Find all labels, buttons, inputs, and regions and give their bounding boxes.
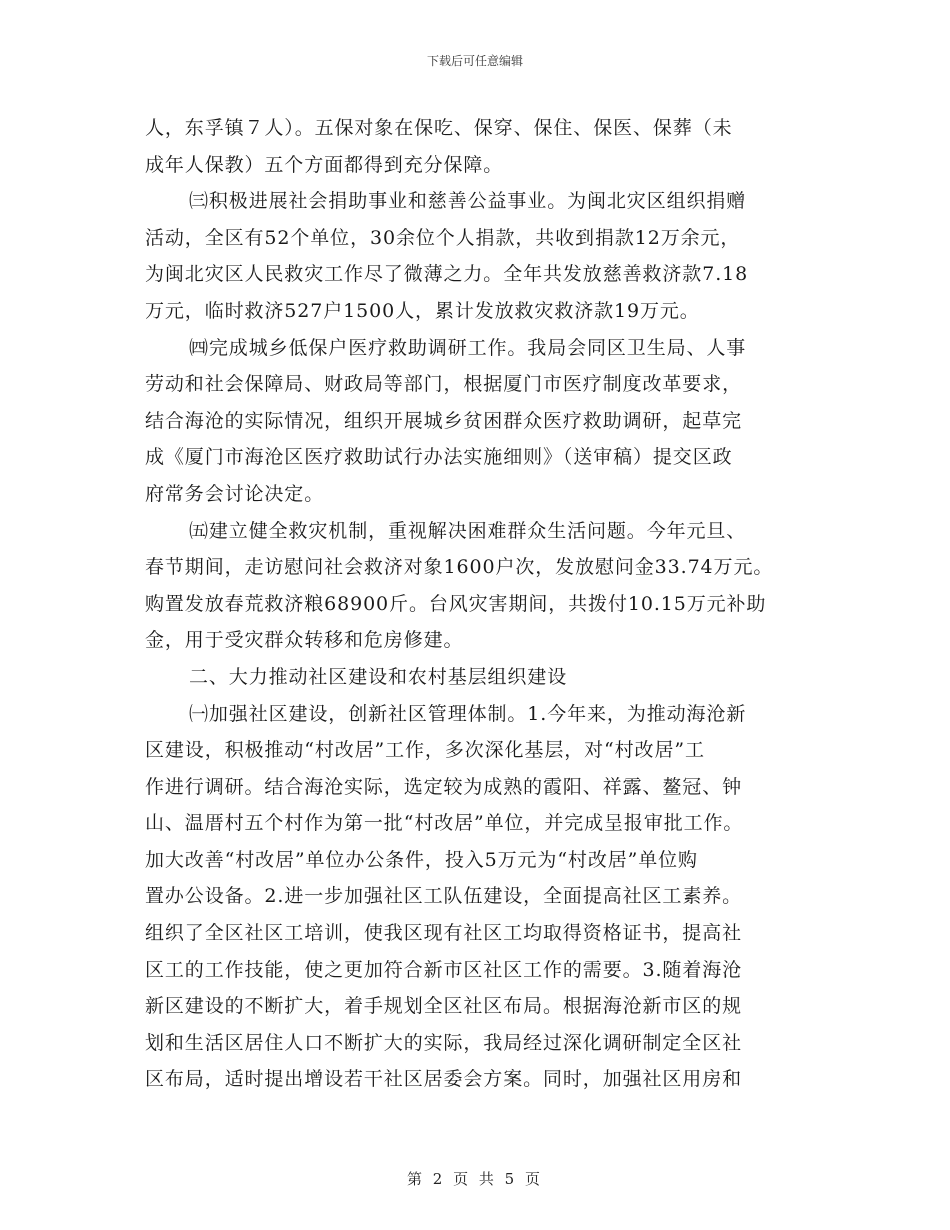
paragraph-start: ㈤建立健全救灾机制，重视解决困难群众生活问题。今年元旦、 — [189, 519, 747, 542]
text-line: 区建设，积极推动“村改居”工作，多次深化基层，对“村改居”工 — [145, 739, 705, 762]
text-line: 结合海沧的实际情况，组织开展城乡贫困群众医疗救助调研，起草完 — [145, 409, 743, 432]
text-line: 金，用于受灾群众转移和危房修建。 — [145, 629, 464, 652]
text-line: 万元，临时救济527户1500人，累计发放救灾救济款19万元。 — [145, 299, 700, 322]
text-line: 新区建设的不断扩大，着手规划全区社区布局。根据海沧新市区的规 — [145, 995, 743, 1018]
text-line: 加大改善“村改居”单位办公条件，投入5万元为“村改居”单位购 — [145, 848, 698, 871]
document-body — [145, 110, 805, 1098]
text-line: 成年人保教）五个方面都得到充分保障。 — [145, 153, 504, 176]
text-line: 作进行调研。结合海沧实际，选定较为成熟的霞阳、祥露、鳌冠、钟 — [145, 775, 743, 798]
text-line: 春节期间，走访慰问社会救济对象1600户次，发放慰问金33.74万元。 — [145, 556, 774, 579]
page-number-footer: 第 2 页 共 5 页 — [407, 1170, 543, 1188]
text-line: 区布局，适时提出增设若干社区居委会方案。同时，加强社区用房和 — [145, 1068, 743, 1091]
paragraph-start: ㈣完成城乡低保户医疗救助调研工作。我局会同区卫生局、人事 — [189, 336, 747, 359]
text-line: 置办公设备。2.进一步加强社区工队伍建设，全面提高社区工素养。 — [145, 885, 743, 908]
paragraph-start: ㈠加强社区建设，创新社区管理体制。1.今年来，为推动海沧新 — [189, 702, 747, 725]
text-line: 划和生活区居住人口不断扩大的实际，我局经过深化调研制定全区社 — [145, 1031, 743, 1054]
text-line: 劳动和社会保障局、财政局等部门，根据厦门市医疗制度改革要求， — [145, 373, 743, 396]
page-header-note: 下载后可任意编辑 — [426, 54, 523, 68]
section-heading: 二、大力推动社区建设和农村基层组织建设 — [189, 665, 568, 688]
paragraph-start: ㈢积极进展社会捐助事业和慈善公益事业。为闽北灾区组织捐赠 — [189, 190, 747, 213]
text-line: 活动，全区有52个单位，30余位个人捐款，共收到捐款12万余元， — [145, 226, 741, 249]
text-line: 为闽北灾区人民救灾工作尽了微薄之力。全年共发放慈善救济款7.18 — [145, 263, 749, 286]
text-line: 成《厦门市海沧区医疗救助试行办法实施细则》（送审稿）提交区政 — [145, 446, 733, 469]
text-line: 组织了全区社区工培训，使我区现有社区工均取得资格证书，提高社 — [145, 922, 743, 945]
text-line: 府常务会讨论决定。 — [145, 482, 325, 505]
text-line: 区工的工作技能，使之更加符合新市区社区工作的需要。3.随着海沧 — [145, 958, 743, 981]
text-line: 山、温厝村五个村作为第一批“村改居”单位，并完成呈报审批工作。 — [145, 812, 744, 835]
text-line: 人，东孚镇７人）。五保对象在保吃、保穿、保住、保医、保葬（未 — [145, 117, 733, 139]
text-line: 购置发放春荒救济粮68900斤。台风灾害期间，共拨付10.15万元补助 — [145, 592, 767, 615]
